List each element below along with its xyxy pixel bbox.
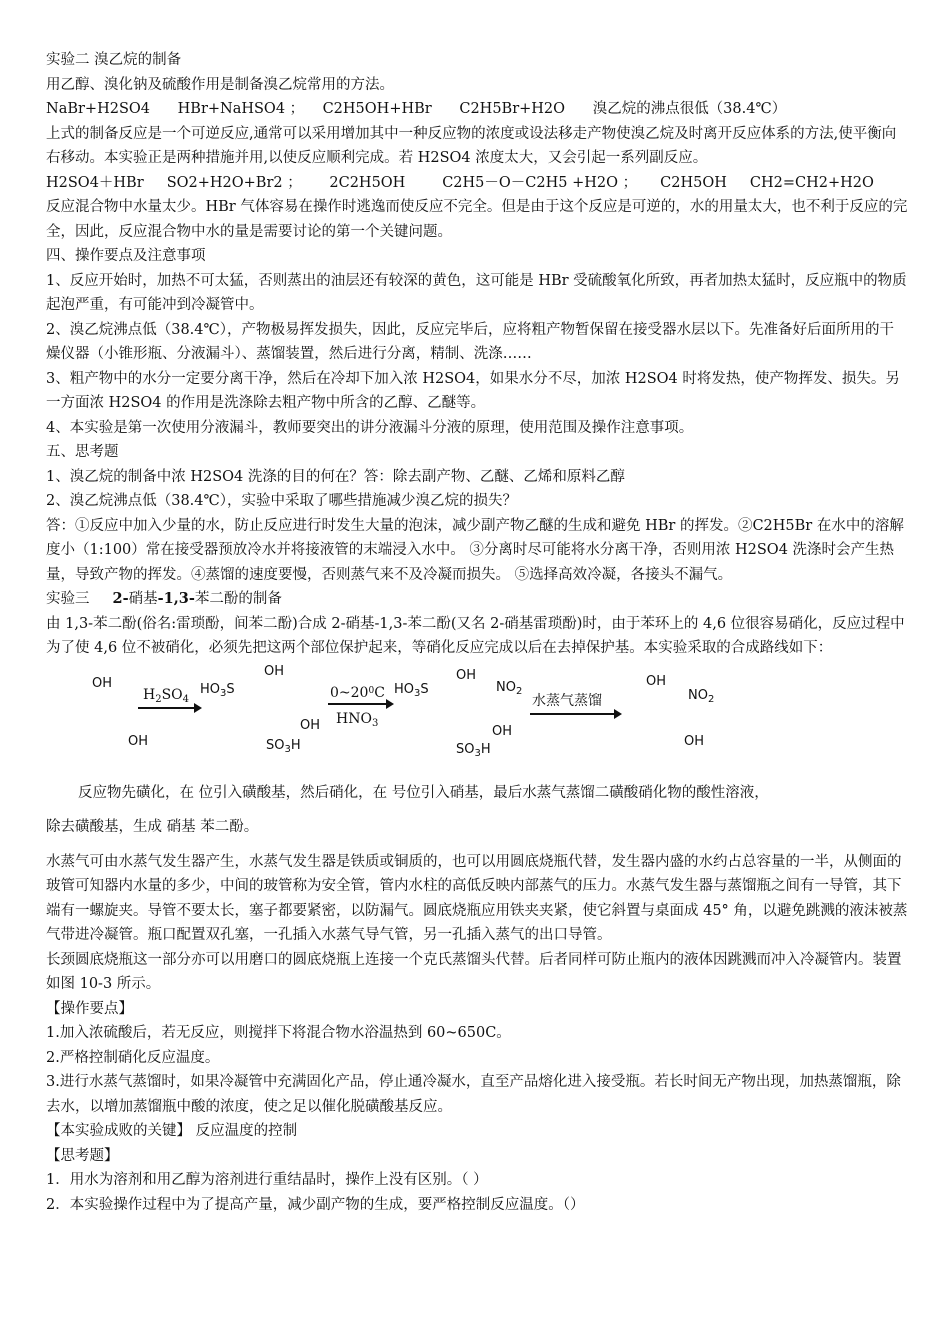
list-item: 1.加入浓硫酸后，若无反应，则搅拌下将混合物水浴温热到 60~650C。	[46, 1025, 511, 1041]
no2-label: $NO_2$	[688, 687, 715, 705]
title-prefix: 实验三	[46, 591, 90, 607]
title-mid-2: 苯二酚的制备	[194, 591, 282, 607]
list-item: 1．用水为溶剂和用乙醇为溶剂进行重结晶时，操作上没有区别。（ ）	[46, 1172, 488, 1188]
paragraph-flask: 长颈圆底烧瓶这一部分亦可以用磨口的圆底烧瓶上连接一个克氏蒸馏头代替。后者同样可防止瓶内的液体因跳溅而冲入冷凝管内。装置如图 10-3 所示。	[46, 951, 902, 992]
intro-exp3: 由 1,3-苯二酚(俗名:雷琐酚，间苯二酚)合成 2-硝基-1,3-苯二酚(又名 2-硝基雷琐酚)时，由于苯环上的 4,6 位很容易硝化，反应过程中为了使 4,6 位不被硝化，必须先把这两个部位保护起来，等硝化反应完成以后在去掉保护基。本实验采取的合成路线如下：	[46, 615, 905, 656]
no2-label: $NO_2$	[496, 679, 523, 697]
think-heading: 【思考题】	[46, 1147, 119, 1164]
ops-heading: 【操作要点】	[46, 1000, 133, 1017]
so3h-label: $SO_3H$	[456, 741, 491, 759]
list-item: 2、溴乙烷沸点低（38.4℃），产物极易挥发损失，因此，反应完毕后，应将粗产物暂保留在接受器水层以下。先准备好后面所用的干燥仪器（小锥形瓶、分液漏斗）、蒸馏装置，然后进行分离，精制、洗涤……	[46, 321, 894, 362]
paragraph-equilibrium: 上式的制备反应是一个可逆反应,通常可以采用增加其中一种反应物的浓度或设法移走产物使溴乙烷及时离开反应体系的方法,使平衡向右移动。本实验正是两种措施并用,以使反应顺利完成。若 H2SO4 浓度太大，又会引起一系列副反应。	[46, 125, 897, 166]
arrow-2-condition-top: $0\sim 20^0C$	[330, 684, 385, 701]
list-item: 3.进行水蒸气蒸馏时，如果冷凝管中充满固化产品，停止通冷凝水，直至产品熔化进入接受瓶。若长时间无产物出现，加热蒸馏瓶，除去水，以增加蒸馏瓶中酸的浓度，使之足以催化脱磺酸基反应。	[46, 1074, 901, 1115]
section-title-exp2: 实验二 溴乙烷的制备	[46, 52, 182, 68]
oh-label: OH	[684, 733, 705, 749]
oh-label: OH	[92, 675, 113, 691]
question-1: 1、溴乙烷的制备中浓 H2SO4 洗涤的目的何在？答：除去副产物、乙醚、乙烯和原料乙醇	[46, 468, 625, 485]
equation-line-1: NaBr+H2SO4 HBr+NaHSO4 ； C2H5OH+HBr C2H5Br+H2O 溴乙烷的沸点很低（38.4℃）	[46, 101, 787, 117]
paragraph-steam-generator: 水蒸气可由水蒸气发生器产生，水蒸气发生器是铁质或铜质的，也可以用圆底烧瓶代替，发生器内盛的水约占总容量的一半，从侧面的玻管可知器内水量的多少，中间的玻管称为安全管，管内水柱的高低反映内部蒸气的压力。水蒸气发生器与蒸馏瓶之间有一导管，其下端有一螺旋夹。导管不要太长，塞子都要紧密，以防漏气。圆底烧瓶应用铁夹夹紧，使它斜置与桌面成 45° 角，以避免跳溅的液沫被蒸气带进冷凝管。瓶口配置双孔塞，一孔插入水蒸气导气管，另一孔插入蒸气的出口导管。	[46, 853, 908, 943]
question-2: 2、溴乙烷沸点低（38.4℃），实验中采取了哪些措施减少溴乙烷的损失？	[46, 493, 517, 509]
section-title-exp3	[46, 587, 908, 612]
oh-label: OH	[456, 667, 477, 683]
section-heading-4: 四、操作要点及注意事项	[46, 248, 206, 264]
oh-label: OH	[128, 733, 149, 749]
list-item: 4、本实验是第一次使用分液漏斗，教师要突出的讲分液漏斗分液的原理，使用范围及操作注意事项。	[46, 419, 694, 436]
list-item: 1、反应开始时，加热不可太猛，否则蒸出的油层还有较深的黄色，这可能是 HBr 受硫酸氧化所致，再者加热太猛时，反应瓶中的物质起泡严重，有可能冲到冷凝管中。	[46, 272, 907, 313]
oh-label: OH	[300, 717, 321, 733]
title-mid-1: 硝基	[128, 591, 158, 607]
arrow-2-condition-bottom: $HNO_3$	[336, 710, 379, 729]
list-item: 2.严格控制硝化反应温度。	[46, 1049, 220, 1066]
list-item: 3、粗产物中的水分一定要分离干净，然后在冷却下加入浓 H2SO4，如果水分不尽，加浓 H2SO4 时将发热，使产物挥发、损失。另一方面浓 H2SO4 的作用是洗涤除去粗产物中所含的乙醇、乙醚等。	[46, 370, 900, 411]
oh-label: OH	[646, 673, 667, 689]
reaction-arrow-2	[328, 703, 392, 705]
title-bold-1: 2-	[112, 590, 129, 607]
synthesis-scheme	[46, 665, 908, 775]
paragraph-sulfonation-b: 除去磺酸基，生成 硝基 苯二酚。	[46, 819, 259, 835]
list-item: 2．本实验操作过程中为了提高产量，减少副产物的生成，要严格控制反应温度。（）	[46, 1196, 585, 1213]
title-bold-2: -1,3-	[157, 590, 195, 607]
ho3s-label: $HO_3S$	[200, 681, 235, 699]
ho3s-label: $HO_3S$	[394, 681, 429, 699]
so3h-label: $SO_3H$	[266, 737, 301, 755]
oh-label: OH	[492, 723, 513, 739]
key-point: 【本实验成败的关键】 反应温度的控制	[46, 1123, 298, 1139]
equation-line-2: H2SO4＋HBr SO2+H2O+Br2 ； 2C2H5OH C2H5－O－C2H5 +H2O ； C2H5OH CH2=CH2+H2O	[46, 174, 874, 191]
oh-label: OH	[264, 663, 285, 679]
reaction-arrow-3	[530, 713, 620, 715]
arrow-3-condition: 水蒸气蒸馏	[532, 692, 602, 709]
document-page	[46, 48, 908, 1217]
paragraph-sulfonation-a: 反应物先磺化，在 位引入磺酸基，然后硝化，在 号位引入硝基，最后水蒸气蒸馏二磺酸硝化物的酸性溶液，	[78, 784, 769, 801]
paragraph-water-amount: 反应混合物中水量太少。HBr 气体容易在操作时逃逸而使反应不完全。但是由于这个反应是可逆的，水的用量太大，也不利于反应的完全，因此，反应混合物中水的量是需要讨论的第一个关键问题。	[46, 199, 908, 240]
intro-exp2: 用乙醇、溴化钠及硫酸作用是制备溴乙烷常用的方法。	[46, 76, 394, 93]
answer-2: 答：①反应中加入少量的水，防止反应进行时发生大量的泡沫，减少副产物乙醚的生成和避免 HBr 的挥发。②C2H5Br 在水中的溶解度小（1:100）常在接受器预放冷水并将接液管的末端浸入水中。 ③分离时尽可能将水分离干净，否则用浓 H2SO4 洗涤时会产生热量，导致产物的挥发。④蒸馏的速度要慢，否则蒸气来不及冷凝而损失。 ⑤选择高效冷凝，各接头不漏气。	[46, 517, 904, 583]
arrow-1-condition: $H_2SO_4$	[143, 686, 190, 705]
reaction-arrow-1	[138, 707, 200, 709]
section-heading-5: 五、思考题	[46, 444, 119, 460]
